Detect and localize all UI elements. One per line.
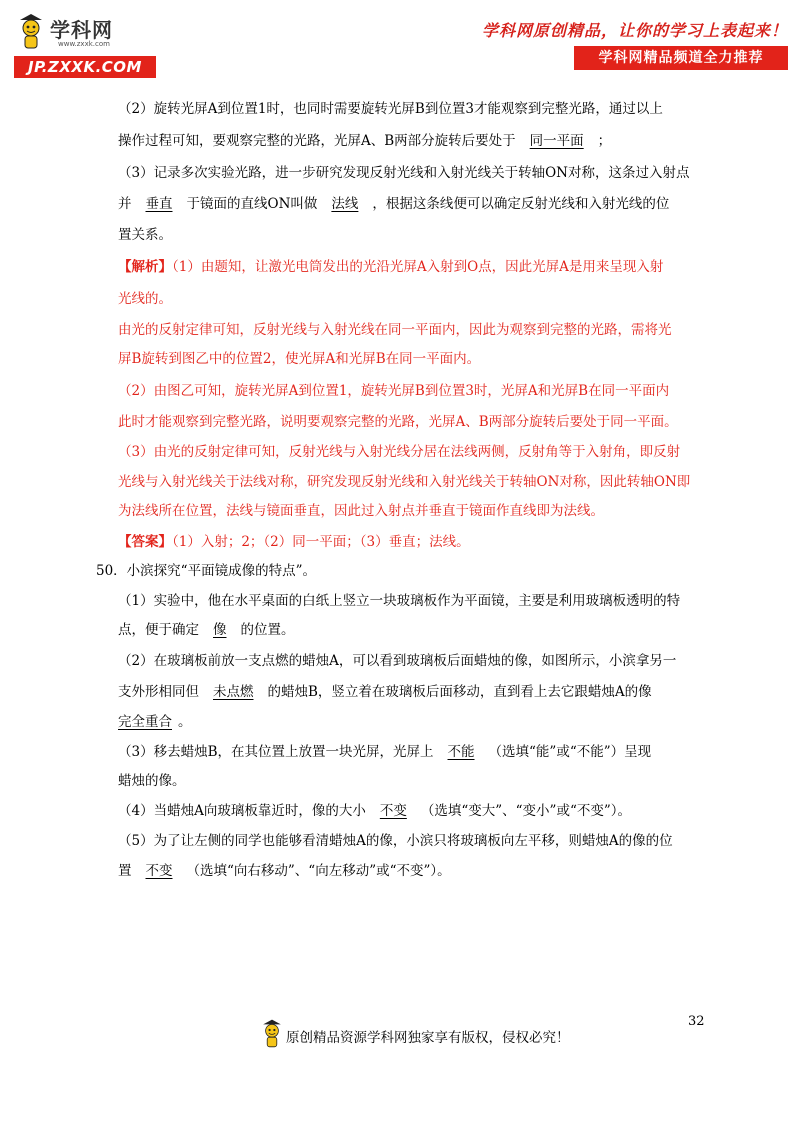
text-line: 置关系。 — [118, 227, 172, 243]
text-line: 并 垂直 于镜面的直线ON叫做 法线 ，根据这条线便可以确定反射光线和入射光线的位 — [118, 196, 670, 212]
analysis-line: 屏B旋转到图乙中的位置2，使光屏A和光屏B在同一平面内。 — [118, 351, 481, 367]
text-line: 蜡烛的像。 — [118, 773, 186, 789]
page-number: 32 — [688, 1014, 705, 1029]
answer-blank: 不变 — [145, 863, 173, 879]
answer-blank: 法线 — [331, 196, 359, 212]
analysis-line: 光线与入射光线关于法线对称，研究发现反射光线和入射光线关于转轴ON对称，因此转轴ON即 — [118, 474, 691, 490]
analysis-line: 【解析】（1）由题知，让激光电筒发出的光沿光屏A入射到O点，因此光屏A是用来呈现入射 — [118, 259, 664, 275]
analysis-line: 由光的反射定律可知，反射光线与入射光线在同一平面内，因此为观察到完整的光路，需将光 — [118, 322, 672, 338]
text-line: （1）实验中，他在水平桌面的白纸上竖立一块玻璃板作为平面镜，主要是利用玻璃板透明的特 — [118, 593, 681, 609]
analysis-line: 为法线所在位置，法线与镜面垂直，因此过入射点并垂直于镜面作直线即为法线。 — [118, 503, 604, 519]
answer-blank: 不变 — [379, 803, 407, 819]
logo-url-banner[interactable]: JP.ZXXK.COM — [14, 56, 156, 78]
answer-blank: 完全重合 — [118, 714, 172, 730]
text-line: （4）当蜡烛A向玻璃板靠近时，像的大小 不变 （选填“变大”、“变小”或“不变”）。 — [118, 803, 632, 819]
analysis-line: 光线的。 — [118, 291, 172, 307]
answer-blank: 不能 — [447, 744, 475, 760]
answer-blank: 同一平面 — [529, 133, 584, 149]
analysis-tag: 【解析】 — [118, 259, 172, 275]
answer-line: 【答案】（1）入射；2；（2）同一平面；（3）垂直；法线。 — [118, 534, 470, 550]
text-line: 置 不变 （选填“向右移动”、“向左移动”或“不变”）。 — [118, 863, 451, 879]
zxxk-logo — [14, 12, 164, 74]
text-line: 点，便于确定 像 的位置。 — [118, 622, 295, 638]
text-line: （5）为了让左侧的同学也能够看清蜡烛A的像，小滨只将玻璃板向左平移，则蜡烛A的像的位 — [118, 833, 673, 849]
analysis-line: 此时才能观察到完整光路，说明要观察完整的光路，光屏A、B两部分旋转后要处于同一平面。 — [118, 414, 678, 430]
answer-tag: 【答案】 — [118, 534, 172, 550]
mascot-icon — [16, 12, 46, 52]
analysis-line: （2）由图乙可知，旋转光屏A到位置1，旋转光屏B到位置3时，光屏A和光屏B在同一平面内 — [118, 383, 670, 399]
header-slogan: 学科网原创精品，让你的学习上表起来！ — [481, 21, 788, 40]
text-line: （3）记录多次实验光路，进一步研究发现反射光线和入射光线关于转轴ON对称，这条过入射点 — [118, 165, 690, 181]
answer-blank: 垂直 — [145, 196, 173, 212]
logo-name: 学科网 — [50, 18, 113, 42]
page-header — [0, 0, 800, 90]
text-line: 支外形相同但 未点燃 的蜡烛B，竖立着在玻璃板后面移动，直到看上去它跟蜡烛A的像 — [118, 684, 652, 700]
text-line: 操作过程可知，要观察完整的光路，光屏A、B两部分旋转后要处于 同一平面 ； — [118, 133, 612, 149]
answer-blank: 未点燃 — [213, 684, 254, 700]
mascot-icon — [260, 1018, 284, 1050]
copyright-notice: 原创精品资源学科网独家享有版权，侵权必究！ — [286, 1030, 570, 1046]
answer-blank: 像 — [213, 622, 227, 638]
text-line: 完全重合 。 — [118, 714, 192, 730]
text-line: （2）在玻璃板前放一支点燃的蜡烛A，可以看到玻璃板后面蜡烛的像，如图所示，小滨拿另一 — [118, 653, 677, 669]
analysis-line: （3）由光的反射定律可知，反射光线与入射光线分居在法线两侧，反射角等于入射角，即反射 — [118, 444, 681, 460]
header-banner: 学科网精品频道全力推荐 — [574, 46, 788, 70]
question-heading: 50．小滨探究“平面镜成像的特点”。 — [96, 563, 316, 579]
logo-small-url: www.zxxk.com — [58, 40, 110, 48]
text-line: （3）移去蜡烛B，在其位置上放置一块光屏，光屏上 不能 （选填“能”或“不能”）呈现 — [118, 744, 652, 760]
text-line: （2）旋转光屏A到位置1时，也同时需要旋转光屏B到位置3才能观察到完整光路，通过以上 — [118, 101, 663, 117]
